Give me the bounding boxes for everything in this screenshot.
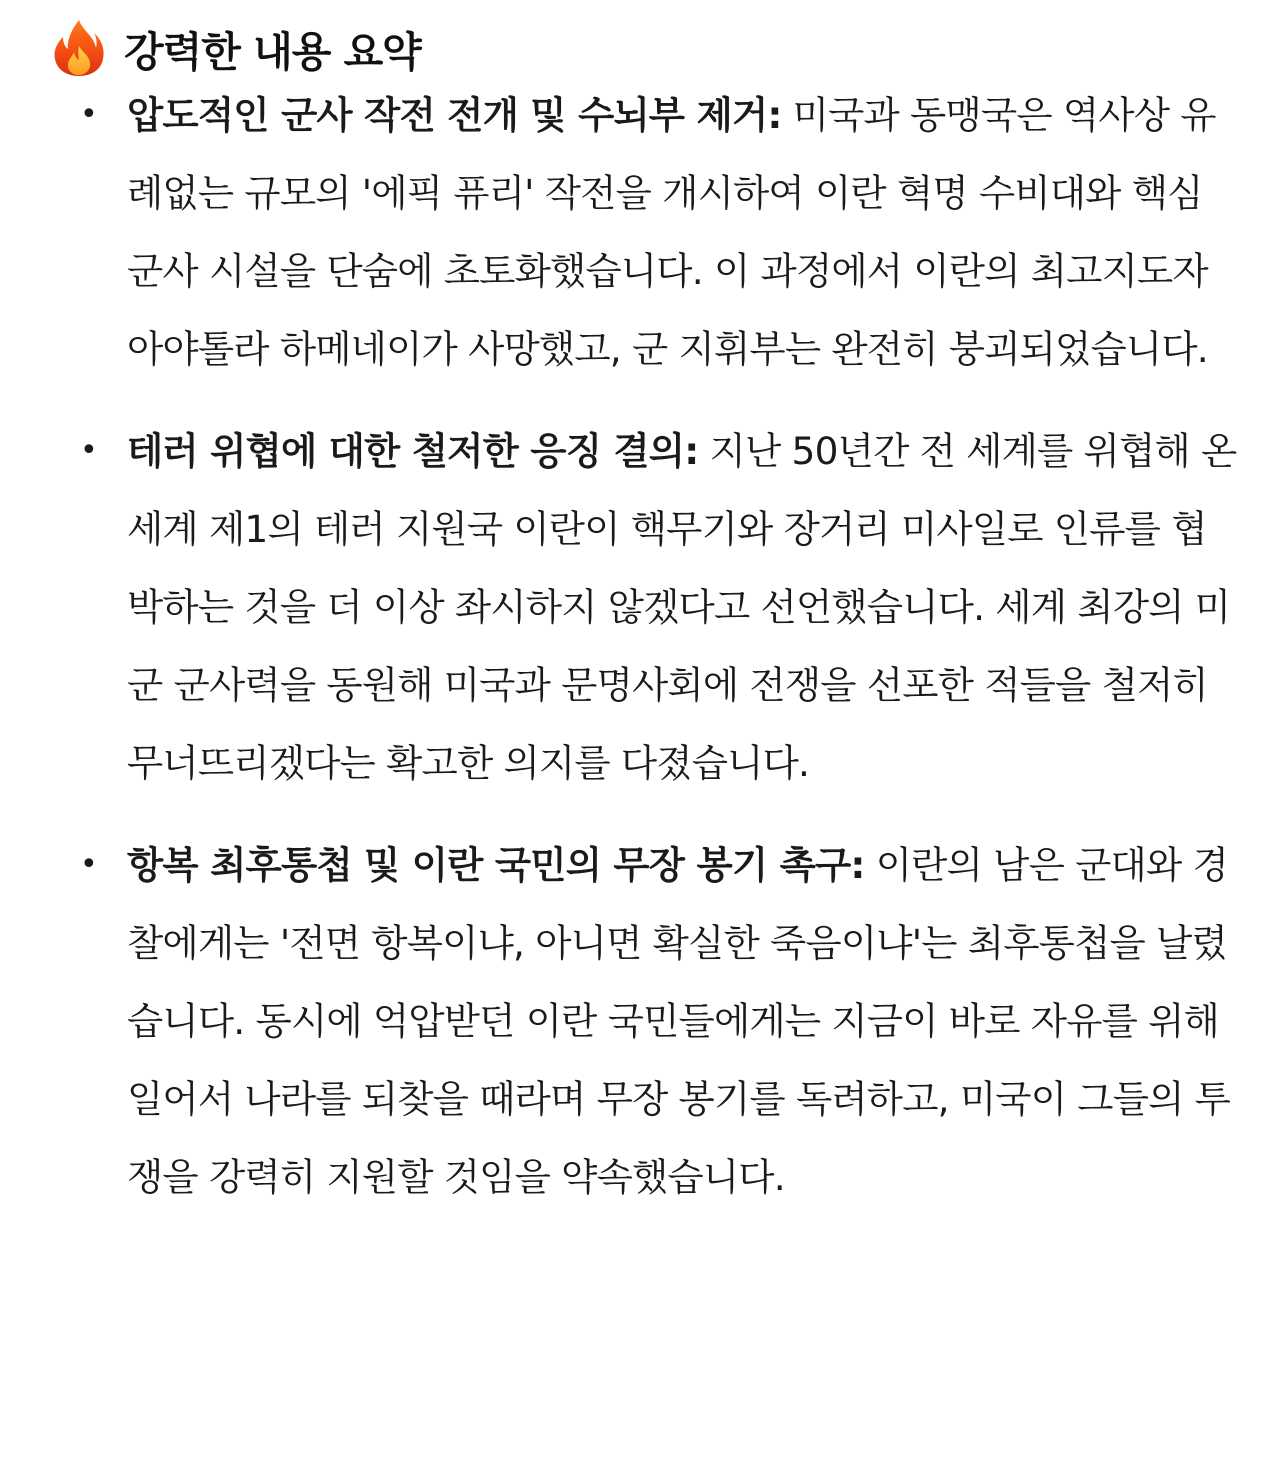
bullet: •: [80, 847, 97, 882]
item-body: 미국과 동맹국은 역사상 유례없는 규모의 '에픽 퓨리' 작전을 개시하여 이란 혁명 수비대와 핵심 군사 시설을 단숨에 초토화했습니다. 이 과정에서 이란의 최고지도자 아야톨라 하메네이가 사망했고, 군 지휘부는 완전히 붕괴되었습니다.: [127, 93, 1216, 371]
item-title: 항복 최후통첩 및 이란 국민의 무장 봉기 촉구:: [127, 843, 865, 887]
summary-list: [0, 76, 1280, 1216]
list-item: [0, 76, 1280, 388]
item-body: 이란의 남은 군대와 경찰에게는 '전면 항복이냐, 아니면 확실한 죽음이냐'는 최후통첩을 날렸습니다. 동시에 억압받던 이란 국민들에게는 지금이 바로 자유를 위해 일어서 나라를 되찾을 때라며 무장 봉기를 독려하고, 미국이 그들의 투쟁을 강력히 지원할 것임을 약속했습니다.: [127, 843, 1231, 1199]
heading-title: 강력한 내용 요약: [124, 27, 421, 76]
section-heading: [52, 14, 1280, 82]
list-item: [0, 826, 1280, 1216]
item-body: 지난 50년간 전 세계를 위협해 온 세계 제1의 테러 지원국 이란이 핵무기와 장거리 미사일로 인류를 협박하는 것을 더 이상 좌시하지 않겠다고 선언했습니다. 세계 최강의 미군 군사력을 동원해 미국과 문명사회에 전쟁을 선포한 적들을 철저히 무너뜨리겠다는 확고한 의지를 다졌습니다.: [127, 429, 1237, 785]
item-title: 압도적인 군사 작전 전개 및 수뇌부 제거:: [127, 93, 782, 137]
bullet: •: [80, 97, 97, 132]
bullet: •: [80, 433, 97, 468]
item-title: 테러 위협에 대한 철저한 응징 결의:: [127, 429, 699, 473]
list-item: [0, 412, 1280, 802]
fire-icon: [52, 18, 106, 78]
